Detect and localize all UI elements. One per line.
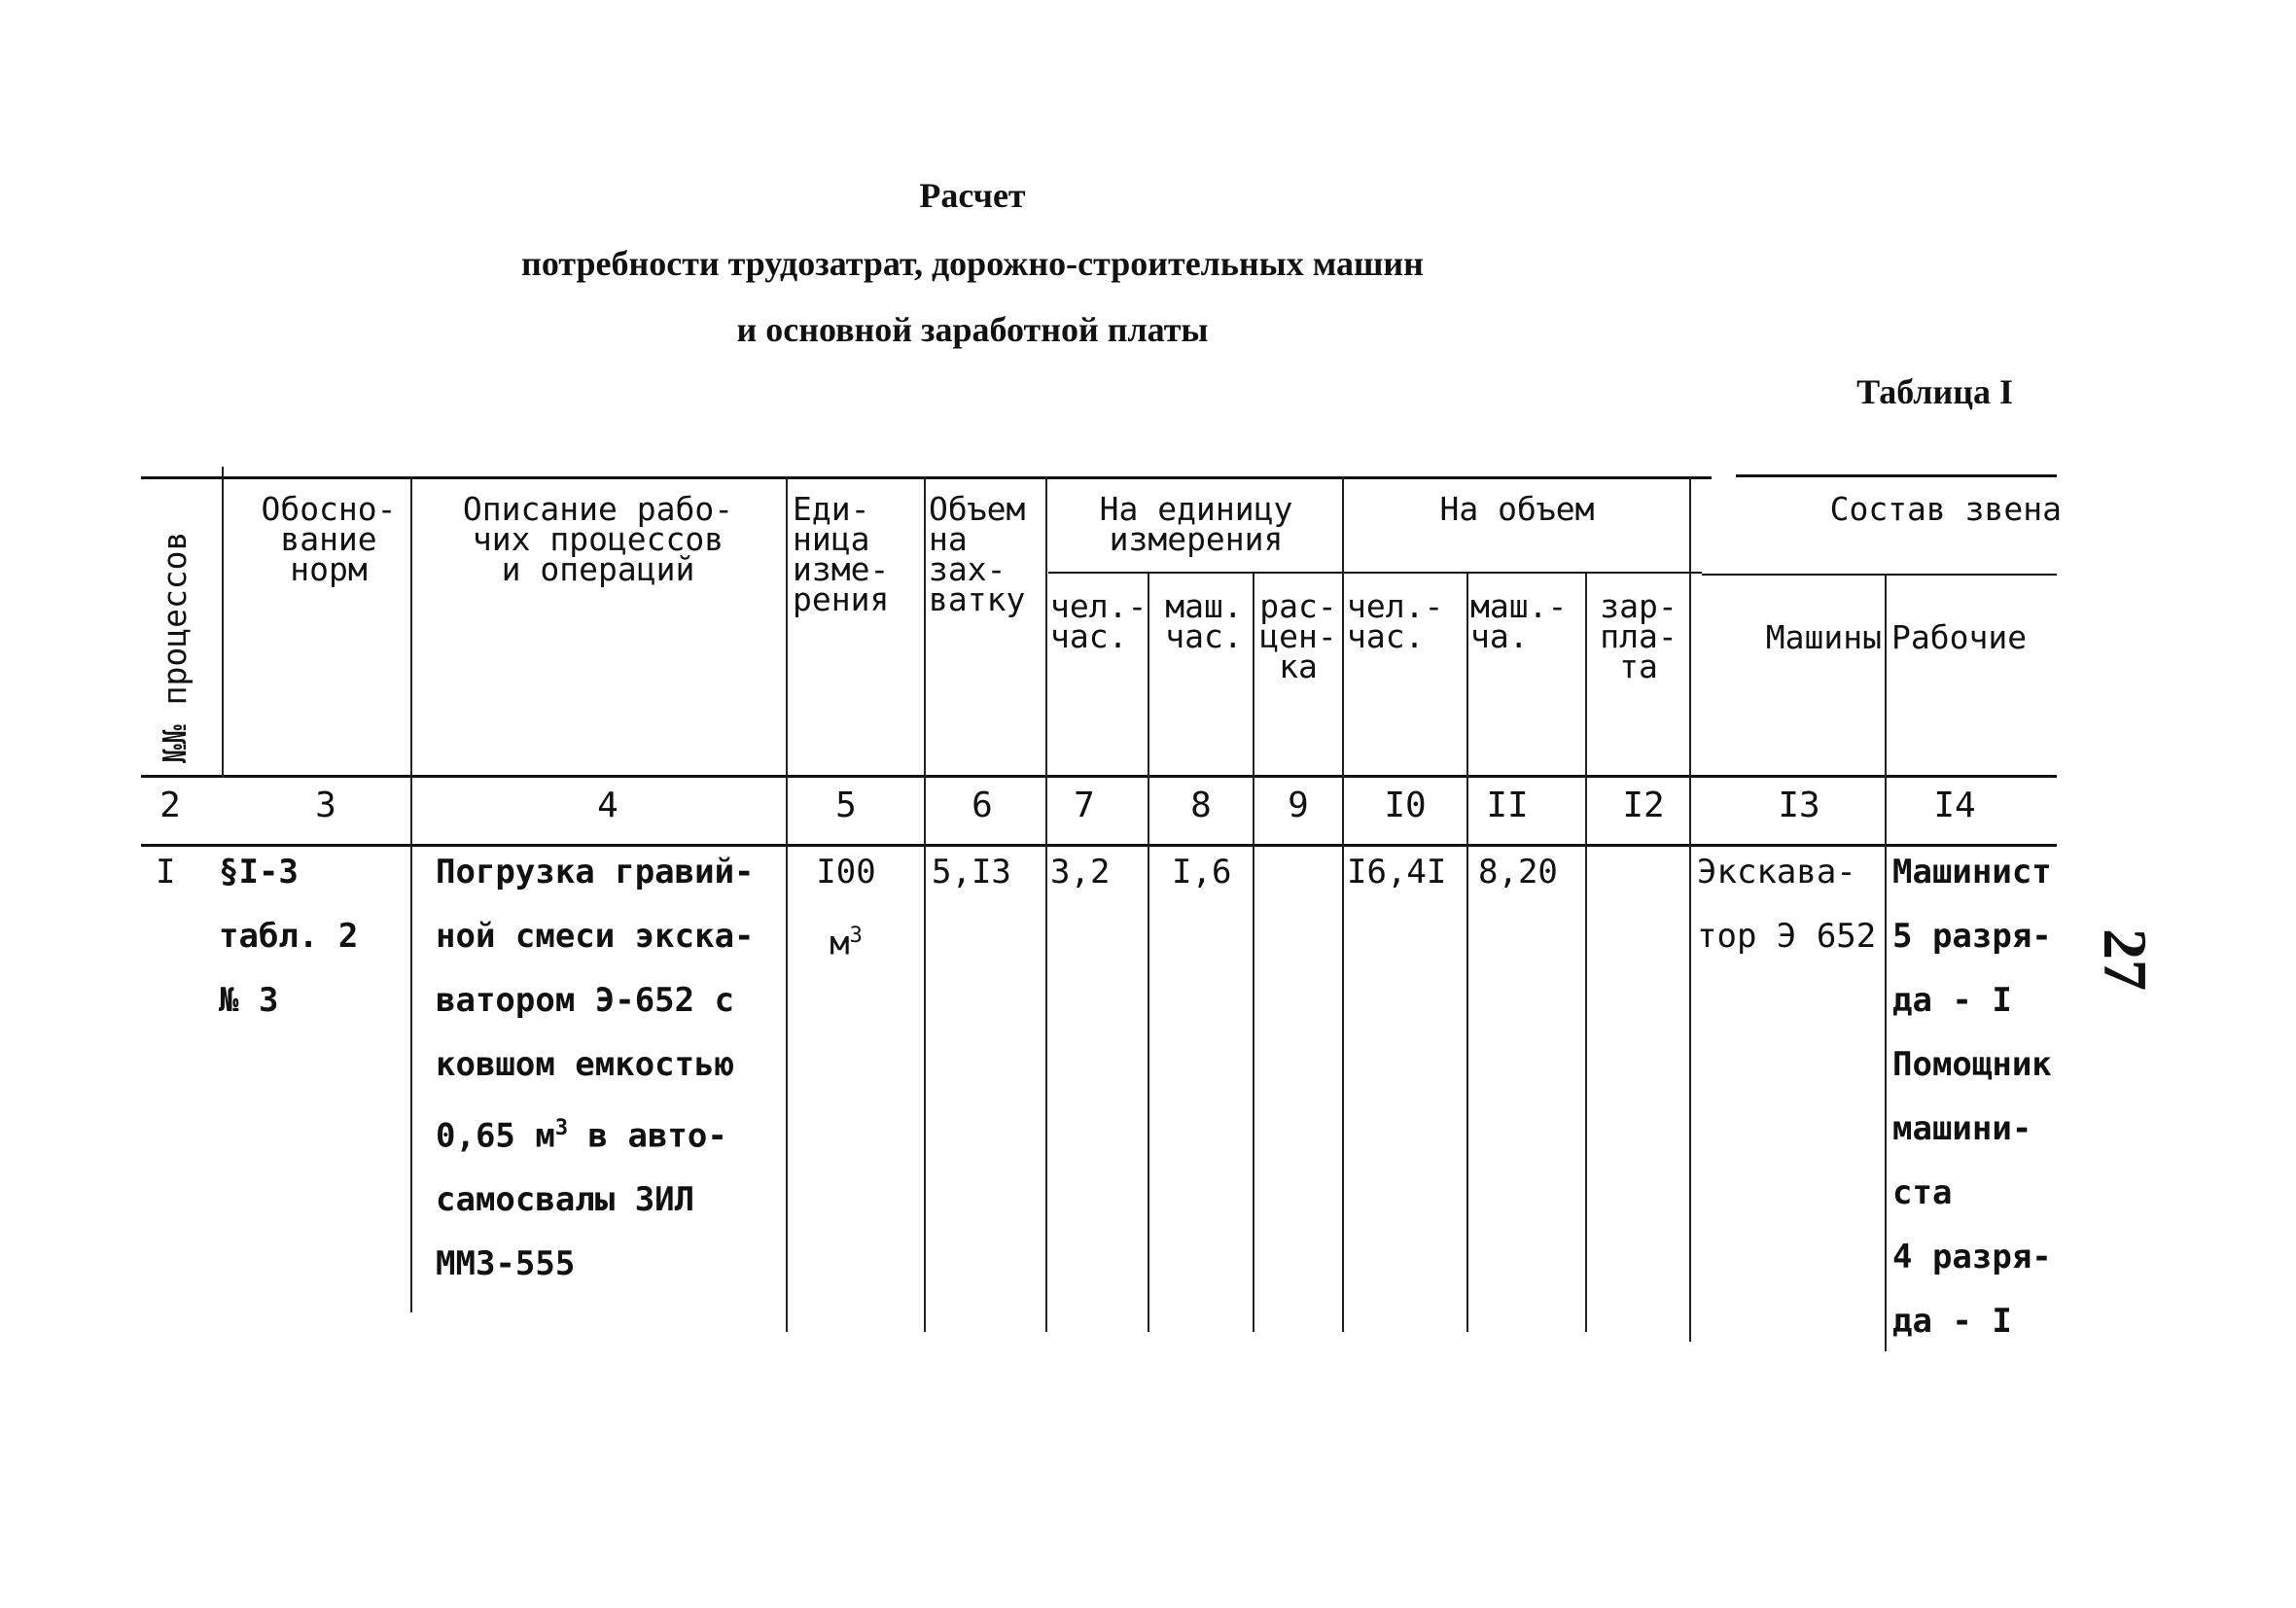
title-line1: Расчет — [919, 176, 1026, 215]
vline-7 — [1253, 574, 1254, 1332]
colnum-6: 6 — [971, 786, 993, 825]
header-machine-hours-total: маш.- ча. — [1470, 587, 1568, 655]
header-process-number: №№ процессов — [156, 531, 194, 763]
row-man-hours-unit: 3,2 — [1050, 853, 1111, 891]
colnum-5: 5 — [835, 786, 857, 825]
header-volume: Объем на зах- ватку — [929, 490, 1026, 618]
header-unit: Еди- ница изме- рения — [793, 490, 890, 618]
vline-11 — [1689, 476, 1691, 1342]
row-machine-hours-unit: I,6 — [1172, 853, 1232, 891]
row-man-hours-total: I6,4I — [1347, 853, 1447, 891]
vline-8 — [1342, 476, 1344, 1332]
header-description: Описание рабо- чих процессов и операций — [462, 490, 734, 588]
header-man-hours-total: чел.- час. — [1347, 587, 1444, 655]
row-basis: §I-3 табл. 2 № 3 — [219, 853, 359, 1020]
subheader-rule — [1048, 572, 1702, 574]
row-machine-hours-total: 8,20 — [1478, 853, 1558, 891]
row-process-number: I — [156, 853, 176, 891]
colnum-2: 2 — [159, 786, 181, 825]
colnum-12: I2 — [1622, 786, 1665, 825]
colnum-9: 9 — [1288, 786, 1309, 825]
title-line3: и основной заработной платы — [736, 310, 1209, 349]
colnum-3: 3 — [315, 786, 336, 825]
colnum-11: II — [1486, 786, 1529, 825]
subheader-rule-right — [1702, 574, 2057, 576]
header-group-crew: Состав звена — [1829, 490, 2062, 528]
row-unit: I00 $м^3$ — [816, 853, 876, 963]
vline-10 — [1585, 574, 1587, 1332]
title-line2: потребности трудозатрат, дорожно-строительных машин — [521, 244, 1424, 283]
colnum-10: I0 — [1384, 786, 1427, 825]
header-machines: Машины — [1765, 618, 1882, 656]
row-workers: Машинист 5 разря- да - I Помощник машини- ста 4 разря- да - I — [1892, 853, 2052, 1341]
colnum-8: 8 — [1190, 786, 1212, 825]
vline-1 — [222, 467, 224, 778]
colnum-13: I3 — [1778, 786, 1820, 825]
table-top-rule-right — [1736, 474, 2057, 477]
colnum-14: I4 — [1933, 786, 1976, 825]
table-label: Таблица I — [1856, 372, 2013, 411]
header-basis: Обосно- вание норм — [261, 490, 397, 588]
vline-5 — [1045, 476, 1047, 1332]
header-price: рас- цен- ка — [1259, 587, 1337, 685]
header-workers: Рабочие — [1891, 618, 2028, 656]
header-man-hours-unit: чел.- час. — [1050, 587, 1148, 655]
page-number: 27 — [2091, 928, 2160, 991]
row-volume: 5,I3 — [932, 853, 1011, 891]
header-wages: зар- пла- та — [1600, 587, 1678, 685]
vline-12 — [1885, 574, 1887, 1351]
row-machines: Экскава- тор Э 652 — [1697, 853, 1877, 956]
header-group-per-volume: На объем — [1439, 490, 1595, 528]
header-machine-hours-unit: маш. час. — [1165, 587, 1243, 655]
vline-3 — [786, 476, 788, 1332]
vline-4 — [924, 476, 926, 1332]
colnum-7: 7 — [1074, 786, 1095, 825]
row-description: Погрузка гравий- ной смеси экска- ватором Э-652 с ковшом емкостью 0,65 $м^3$ в авто- самосвалы ЗИЛ ММЗ-555 — [436, 853, 755, 1284]
vline-2 — [410, 476, 412, 1312]
vline-9 — [1466, 574, 1468, 1332]
header-bottom-rule — [141, 775, 2057, 778]
table-top-rule — [141, 476, 1712, 479]
header-group-per-unit: На единицу измерения — [1099, 490, 1293, 558]
vline-6 — [1148, 574, 1149, 1332]
colnum-4: 4 — [597, 786, 618, 825]
